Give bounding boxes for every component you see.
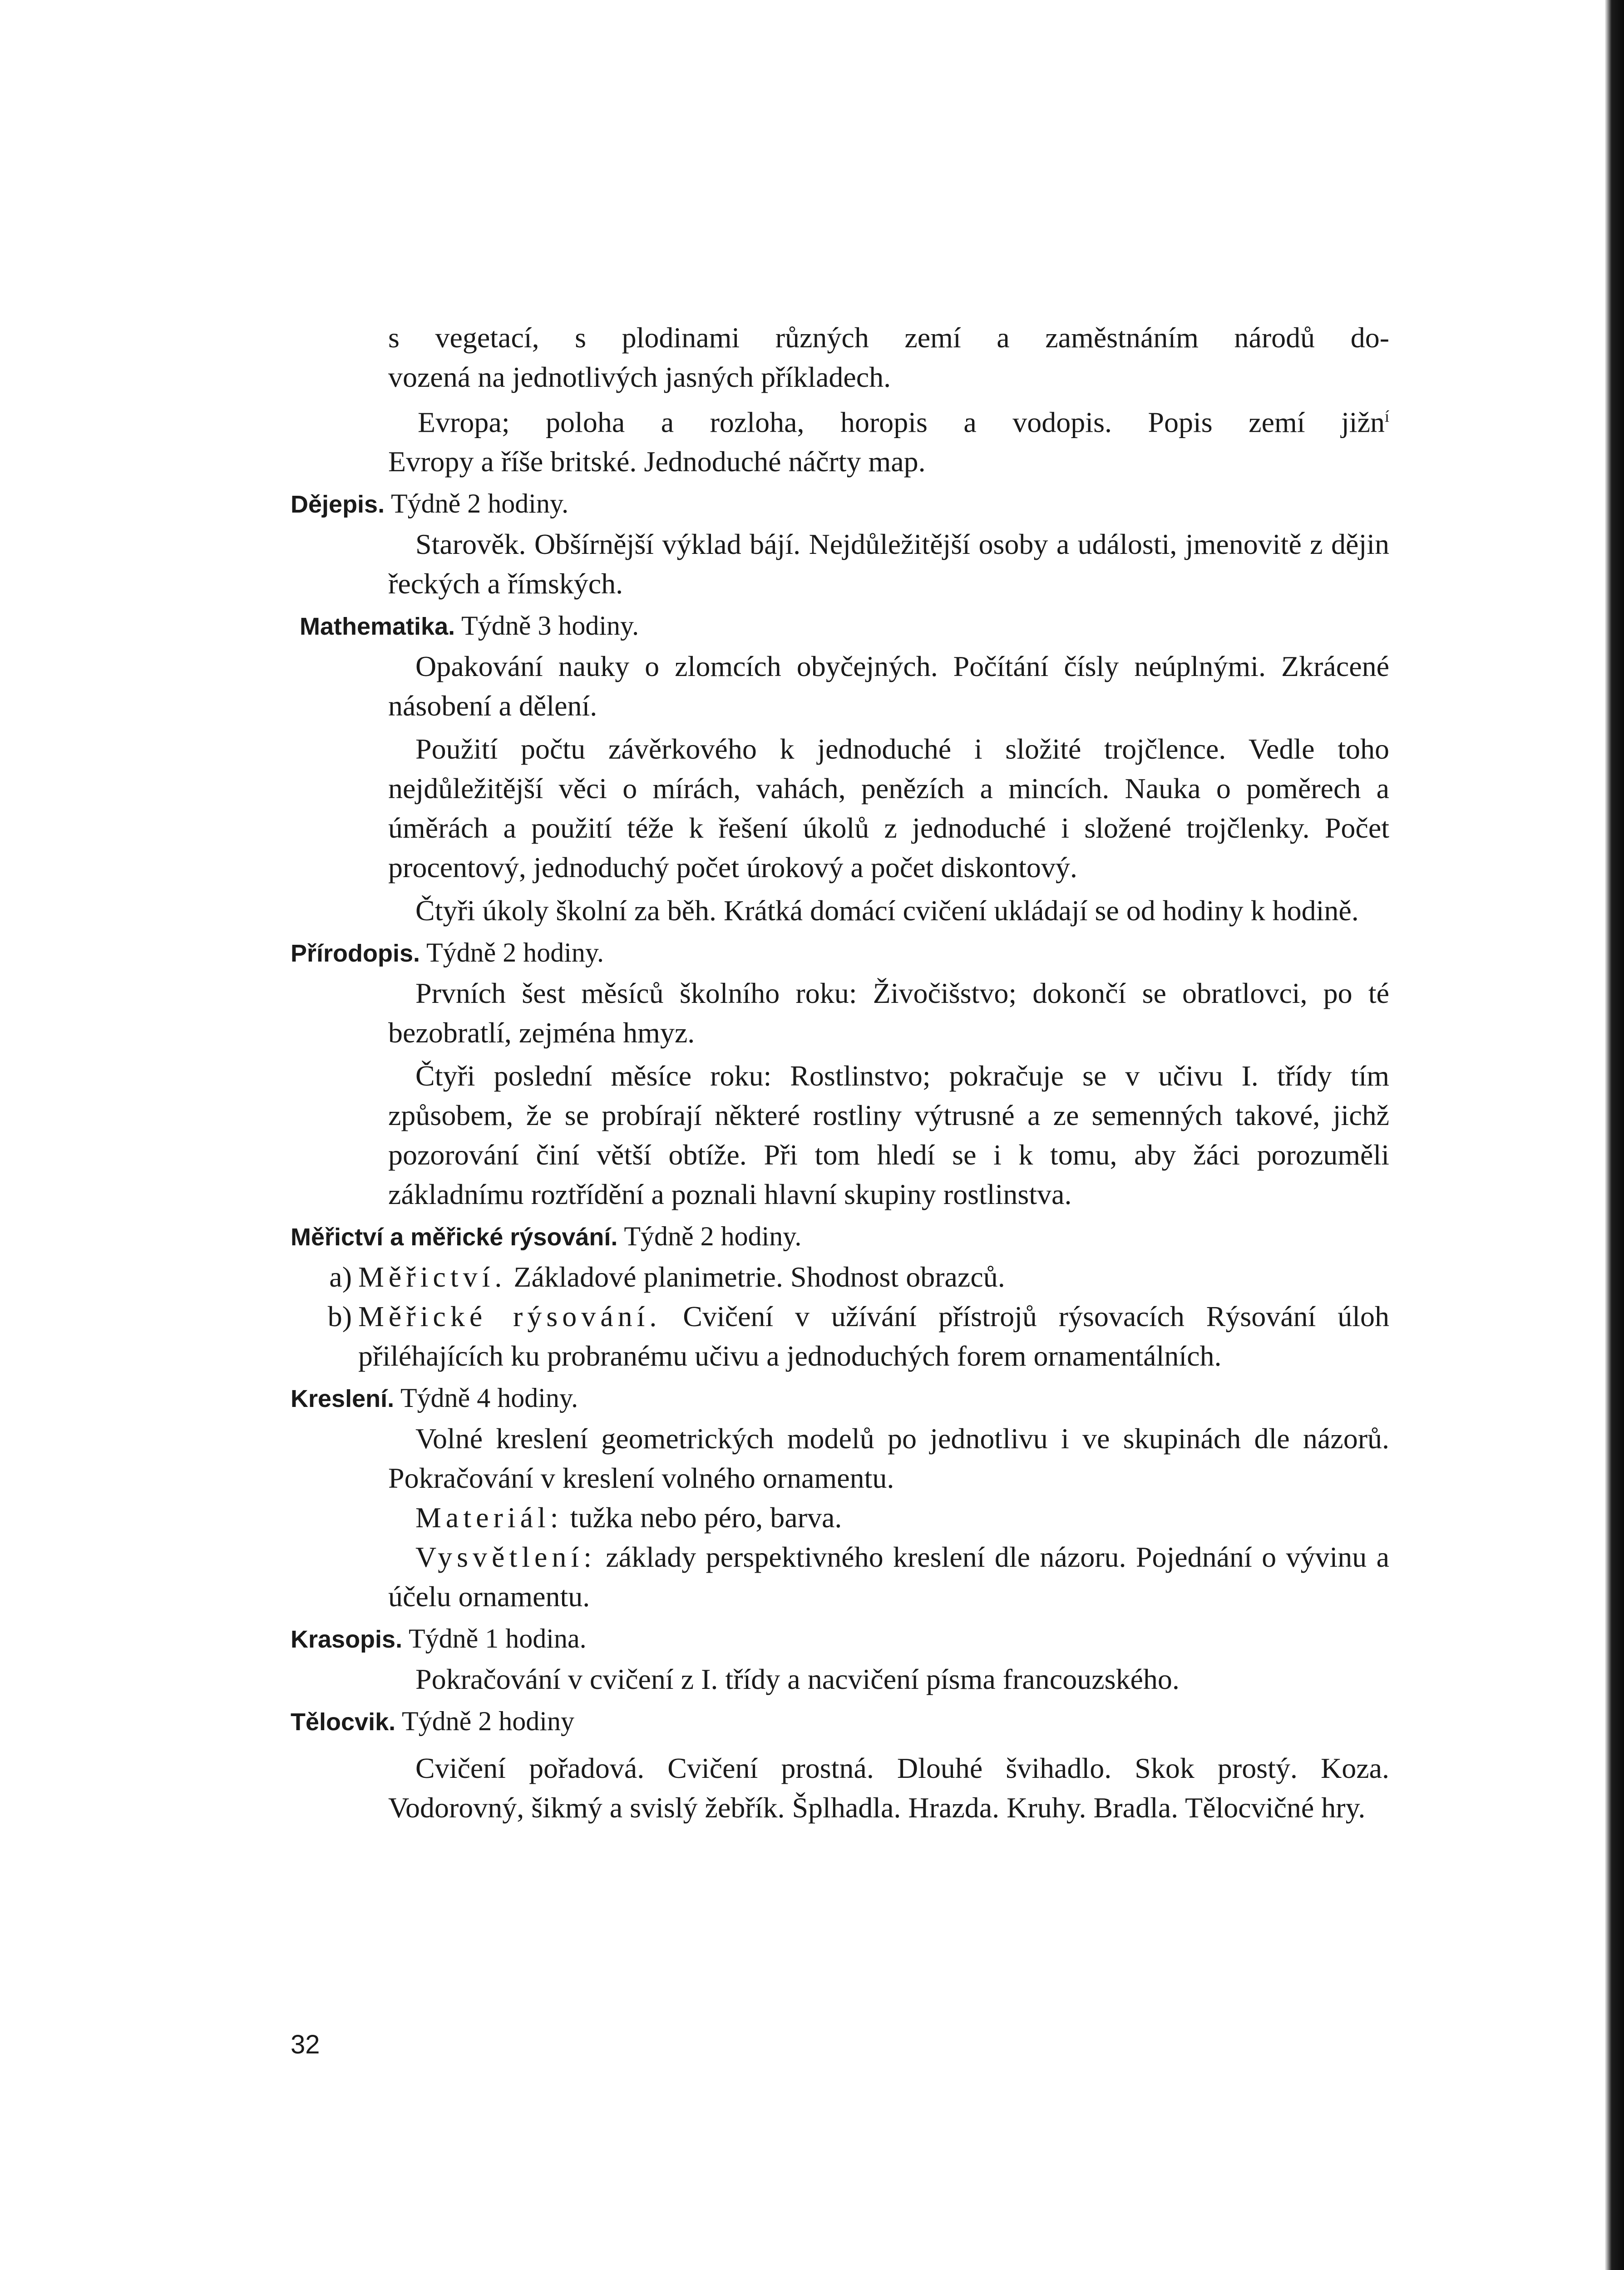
mathematika-paragraph-3: Čtyři úkoly školní za běh. Krátká domácí cvičení ukládají se od hodiny k hodině. (415, 894, 1359, 927)
kresleni-paragraph-1: Volné kreslení geometrických modelů po jednotlivu i ve skupinách dle názorů. Pokračování v kreslení volného ornamentu. (388, 1422, 1389, 1495)
intro-line-3 (291, 397, 1389, 442)
prirodopis-heading (291, 933, 1389, 973)
kresleni-heading (291, 1378, 1389, 1419)
section-krasopis (291, 1619, 1389, 1699)
kresleni-hours: Týdně 4 hodiny. (394, 1383, 578, 1413)
kresleni-material-text: tužka nebo péro, barva. (563, 1501, 842, 1534)
merictvi-item-a (291, 1257, 1389, 1297)
intro-line-2: vozená na jednotlivých jasných příkladech. (388, 361, 891, 393)
dejepis-paragraph-1: Starověk. Obšírnější výklad bájí. Nejdůležitější osoby a události, jmenovitě z dějin řeckých a římských. (388, 528, 1389, 600)
krasopis-heading (291, 1619, 1389, 1659)
merictvi-item-a-text (358, 1257, 1389, 1297)
telocvik-heading (291, 1702, 1389, 1742)
section-mathematika (291, 606, 1389, 930)
mathematika-paragraph-2: Použití počtu závěrkového k jednoduché i složité trojčlence. Vedle toho nejdůležitější věci o mírách, vahách, penězích a mincích. Nauka o poměrech a úměrách a použití téže k řešení úkolů z jednoduché i složené trojčlenky. Počet procentový, jednoduchý počet úrokový a počet diskontový. (388, 733, 1389, 884)
krasopis-paragraph-1: Pokračování v cvičení z I. třídy a nacvičení písma francouzského. (415, 1663, 1180, 1696)
kresleni-material-term: Materiál: (415, 1501, 563, 1534)
merictvi-heading (291, 1217, 1389, 1257)
prirodopis-title: Přírodopis. (291, 940, 420, 967)
intro-block (291, 318, 1389, 481)
kresleni-vysvetleni-text: základy perspektivného kreslení dle názoru. Pojednání o vývinu a účelu ornamentu. (388, 1541, 1389, 1613)
page-edge-shadow (1605, 0, 1624, 2270)
prirodopis-paragraph-2: Čtyři poslední měsíce roku: Rostlinstvo; pokračuje se v učivu I. třídy tím způsobem, že se probírají některé rostliny výtrusné a ze semenných takové, jichž pozorování činí větší obtíže. Při tom hledí se i k tomu, aby žáci porozuměli základnímu roztřídění a poznali hlavní skupiny rostlinstva. (388, 1060, 1389, 1211)
page-content (291, 318, 1389, 1827)
dejepis-heading (291, 484, 1389, 524)
telocvik-paragraph-1: Cvičení pořadová. Cvičení prostná. Dlouhé švihadlo. Skok prostý. Koza. Vodorovný, šikmý a svislý žebřík. Šplhadla. Hrazda. Kruhy. Bradla. Tělocvičné hry. (388, 1752, 1389, 1824)
page-number: 32 (291, 2030, 320, 2059)
telocvik-title: Tělocvik. (291, 1708, 396, 1736)
mathematika-heading (291, 606, 1389, 646)
merictvi-item-a-label: a) (329, 1261, 352, 1293)
kresleni-material (291, 1498, 1389, 1537)
krasopis-title: Krasopis. (291, 1626, 403, 1653)
prirodopis-hours: Týdně 2 hodiny. (420, 938, 604, 968)
merictvi-item-b-desc: Cvičení v užívání přístrojů rýsovacích Rýsování úloh přiléhajících ku probranému učivu a jednoduchých forem ornamentálních. (358, 1300, 1390, 1372)
section-kresleni (291, 1378, 1389, 1616)
mathematika-paragraph-1: Opakování nauky o zlomcích obyčejných. Počítání čísly neúplnými. Zkrácené násobení a dělení. (388, 650, 1389, 722)
section-dejepis (291, 484, 1389, 603)
merictvi-hours: Týdně 2 hodiny. (617, 1221, 802, 1252)
dejepis-hours: Týdně 2 hodiny. (385, 489, 569, 519)
mathematika-hours: Týdně 3 hodiny. (455, 611, 639, 641)
kresleni-title: Kreslení. (291, 1385, 395, 1413)
merictvi-item-b-term: Měřické rýsování. (358, 1300, 661, 1333)
section-merictvi (291, 1217, 1389, 1376)
section-prirodopis (291, 933, 1389, 1214)
merictvi-item-a-desc: Základové planimetrie. Shodnost obrazců. (506, 1261, 1005, 1293)
telocvik-hours: Týdně 2 hodiny (395, 1706, 574, 1737)
intro-line-1: s vegetací, s plodinami různých zemí a zaměstnáním národů do- (388, 321, 1389, 354)
merictvi-item-a-term: Měřictví. (358, 1261, 507, 1293)
merictvi-item-b (291, 1297, 1389, 1376)
kresleni-vysvetleni-term: Vysvětlení: (415, 1541, 596, 1574)
intro-line-3-sup: í (1384, 407, 1389, 425)
section-telocvik (291, 1702, 1389, 1827)
krasopis-hours: Týdně 1 hodina. (402, 1624, 587, 1654)
intro-line-4: Evropy a říše britské. Jednoduché náčrty map. (388, 445, 926, 478)
kresleni-vysvetleni (291, 1537, 1389, 1616)
dejepis-title: Dějepis. (291, 491, 385, 518)
prirodopis-paragraph-1: Prvních šest měsíců školního roku: Živočišstvo; dokončí se obratlovci, po té bezobratlí, zejména hmyz. (388, 977, 1389, 1049)
intro-line-3-text: Evropa; poloha a rozloha, horopis a vodopis. Popis zemí jižn (418, 406, 1385, 439)
merictvi-title: Měřictví a měřické rýsování. (291, 1224, 618, 1251)
merictvi-item-b-text (358, 1297, 1389, 1376)
merictvi-item-b-label: b) (327, 1300, 352, 1333)
mathematika-title: Mathematika. (300, 613, 455, 641)
